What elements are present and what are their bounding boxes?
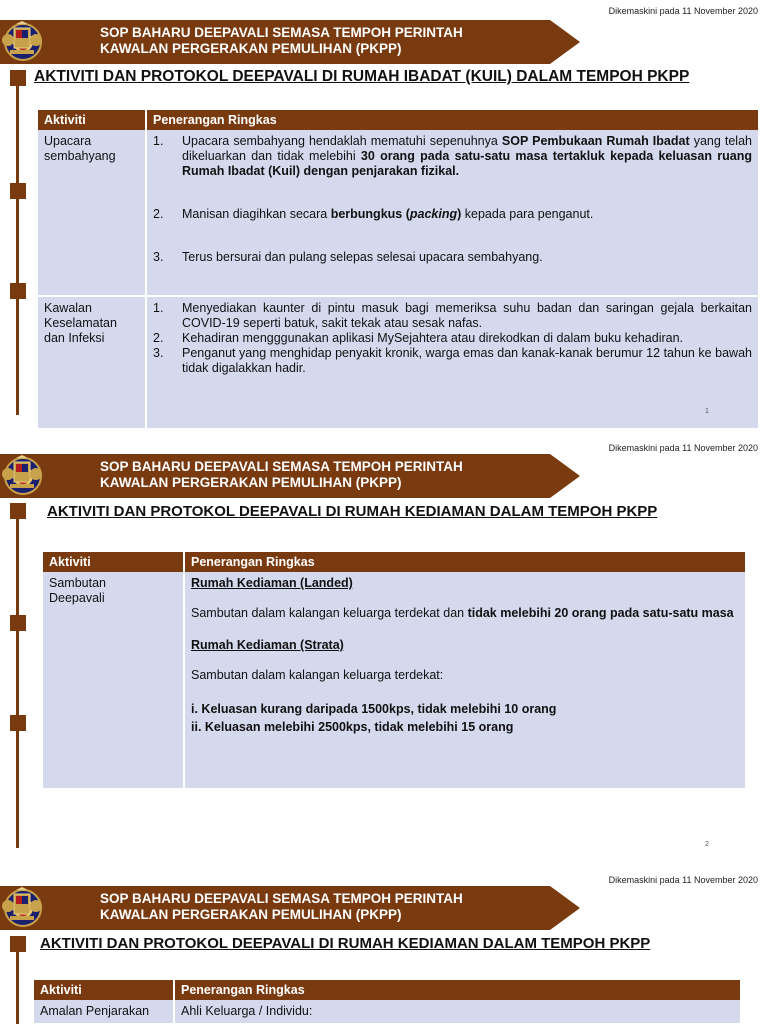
list-item <box>153 134 752 179</box>
column-header-activity: Aktiviti <box>34 980 174 1000</box>
list-text-bold: SOP Pembukaan Rumah Ibadat <box>501 134 690 148</box>
column-header-description: Penerangan Ringkas <box>174 980 740 1000</box>
section-title-strata: Rumah Kediaman (Strata) <box>191 638 344 652</box>
column-header-activity: Aktiviti <box>43 552 184 572</box>
list-number: 1. <box>153 301 164 315</box>
activity-cell: Amalan Penjarakan <box>34 1000 174 1023</box>
column-header-description: Penerangan Ringkas <box>184 552 745 572</box>
banner-line-2: KAWALAN PERGERAKAN PEMULIHAN (PKPP) <box>100 907 402 922</box>
title-banner <box>0 886 580 930</box>
table-header-row <box>43 552 745 572</box>
table-row <box>38 130 758 296</box>
list-item <box>153 301 752 331</box>
rail-marker <box>10 503 26 519</box>
updated-date-label: Dikemaskini pada 11 November 2020 <box>608 6 758 16</box>
activity-cell <box>43 572 184 788</box>
list-item <box>153 207 752 222</box>
activity-text: Upacara <box>44 134 92 148</box>
updated-date-label: Dikemaskini pada 11 November 2020 <box>608 875 758 885</box>
slide-1 <box>0 0 768 432</box>
rail-marker <box>10 283 26 299</box>
activity-text: dan Infeksi <box>44 331 105 345</box>
table-row <box>34 1000 740 1023</box>
activity-text: Kawalan <box>44 301 92 315</box>
description-cell: Ahli Keluarga / Individu: <box>174 1000 740 1023</box>
page-number: 1 <box>705 408 709 415</box>
list-text: kepada para penganut. <box>461 207 594 221</box>
list-number: 3. <box>153 346 164 360</box>
description-cell <box>184 572 745 788</box>
list-text: yang telah dikeluarkan dan tidak melebihi <box>182 134 752 163</box>
list-text: Penganut yang menghidap penyakit kronik, warga emas dan kanak-kanak berumur 12 tahun ke bawah tidak digalakkan hadir. <box>182 346 752 375</box>
column-header-description: Penerangan Ringkas <box>146 110 758 130</box>
banner-line-1: SOP BAHARU DEEPAVALI SEMASA TEMPOH PERINTAH <box>100 891 463 906</box>
list-item-bold: ii. Keluasan melebihi 2500kps, tidak melebihi 15 orang <box>191 720 514 734</box>
list-number: 1. <box>153 134 164 148</box>
rail-marker <box>10 936 26 952</box>
title-banner <box>0 454 580 498</box>
rail-marker <box>10 715 26 731</box>
body-text-bold: tidak melebihi 20 orang pada satu-satu masa <box>467 606 734 620</box>
rail-marker <box>10 70 26 86</box>
activity-table <box>38 110 758 428</box>
list-text: Menyediakan kaunter di pintu masuk bagi memeriksa suhu badan dan saringan gejala berkaitan COVID-19 seperti batuk, sakit tekak atau sesak nafas. <box>182 301 752 330</box>
activity-table <box>43 552 745 788</box>
slide-2 <box>0 437 768 857</box>
list-number: 2. <box>153 331 164 345</box>
activity-text: sembahyang <box>44 149 116 163</box>
list-text-bold: 30 orang pada satu-satu masa tertakluk kepada keluasan ruang Rumah Ibadat (Kuil) dengan penjarakan fizikal. <box>182 149 752 178</box>
left-rail <box>16 70 19 415</box>
list-text: Upacara sembahyang hendaklah mematuhi sepenuhnya <box>182 134 502 148</box>
list-number: 2. <box>153 207 164 221</box>
list-text-bold-italic: packing <box>409 207 458 221</box>
banner-line-1: SOP BAHARU DEEPAVALI SEMASA TEMPOH PERINTAH <box>100 25 463 40</box>
title-banner <box>0 20 580 64</box>
description-cell <box>146 296 758 428</box>
coat-of-arms-icon <box>0 454 44 494</box>
updated-date-label: Dikemaskini pada 11 November 2020 <box>608 443 758 453</box>
list-text: Terus bersurai dan pulang selepas selesai upacara sembahyang. <box>182 250 543 264</box>
table-row <box>43 572 745 788</box>
activity-table <box>34 980 740 1023</box>
rail-marker <box>10 183 26 199</box>
activity-cell <box>38 130 146 296</box>
list-text-bold: berbungkus ( <box>330 207 410 221</box>
page-title: AKTIVITI DAN PROTOKOL DEEPAVALI DI RUMAH KEDIAMAN DALAM TEMPOH PKPP <box>40 935 651 952</box>
activity-text: Deepavali <box>49 591 105 605</box>
list-text: Manisan diagihkan secara <box>182 207 331 221</box>
rail-marker <box>10 615 26 631</box>
page-number: 2 <box>705 841 709 848</box>
list-item <box>153 250 752 265</box>
body-text: Sambutan dalam kalangan keluarga terdekat dan <box>191 606 468 620</box>
list-item <box>153 346 752 376</box>
list-text: Kehadiran mengggunakan aplikasi MySejahtera atau direkodkan di dalam buku kehadiran. <box>182 331 684 345</box>
coat-of-arms-icon <box>0 20 44 60</box>
left-rail <box>16 503 19 848</box>
section-title-landed: Rumah Kediaman (Landed) <box>191 576 353 590</box>
activity-text: Keselamatan <box>44 316 117 330</box>
body-text: Sambutan dalam kalangan keluarga terdekat: <box>191 668 444 682</box>
table-header-row <box>34 980 740 1000</box>
page-title: AKTIVITI DAN PROTOKOL DEEPAVALI DI RUMAH IBADAT (KUIL) DALAM TEMPOH PKPP <box>34 68 690 85</box>
activity-text: Sambutan <box>49 576 106 590</box>
list-item-bold: i. Keluasan kurang daripada 1500kps, tidak melebihi 10 orang <box>191 702 557 716</box>
banner-line-1: SOP BAHARU DEEPAVALI SEMASA TEMPOH PERINTAH <box>100 459 463 474</box>
list-item <box>153 331 752 346</box>
table-row <box>38 296 758 428</box>
list-number: 3. <box>153 250 164 264</box>
table-header-row <box>38 110 758 130</box>
banner-line-2: KAWALAN PERGERAKAN PEMULIHAN (PKPP) <box>100 41 402 56</box>
slide-3 <box>0 865 768 1024</box>
list-text-bold: ) <box>457 207 462 221</box>
coat-of-arms-icon <box>0 886 44 926</box>
banner-line-2: KAWALAN PERGERAKAN PEMULIHAN (PKPP) <box>100 475 402 490</box>
activity-cell <box>38 296 146 428</box>
page-title: AKTIVITI DAN PROTOKOL DEEPAVALI DI RUMAH KEDIAMAN DALAM TEMPOH PKPP <box>47 503 658 520</box>
description-cell <box>146 130 758 296</box>
column-header-activity: Aktiviti <box>38 110 146 130</box>
